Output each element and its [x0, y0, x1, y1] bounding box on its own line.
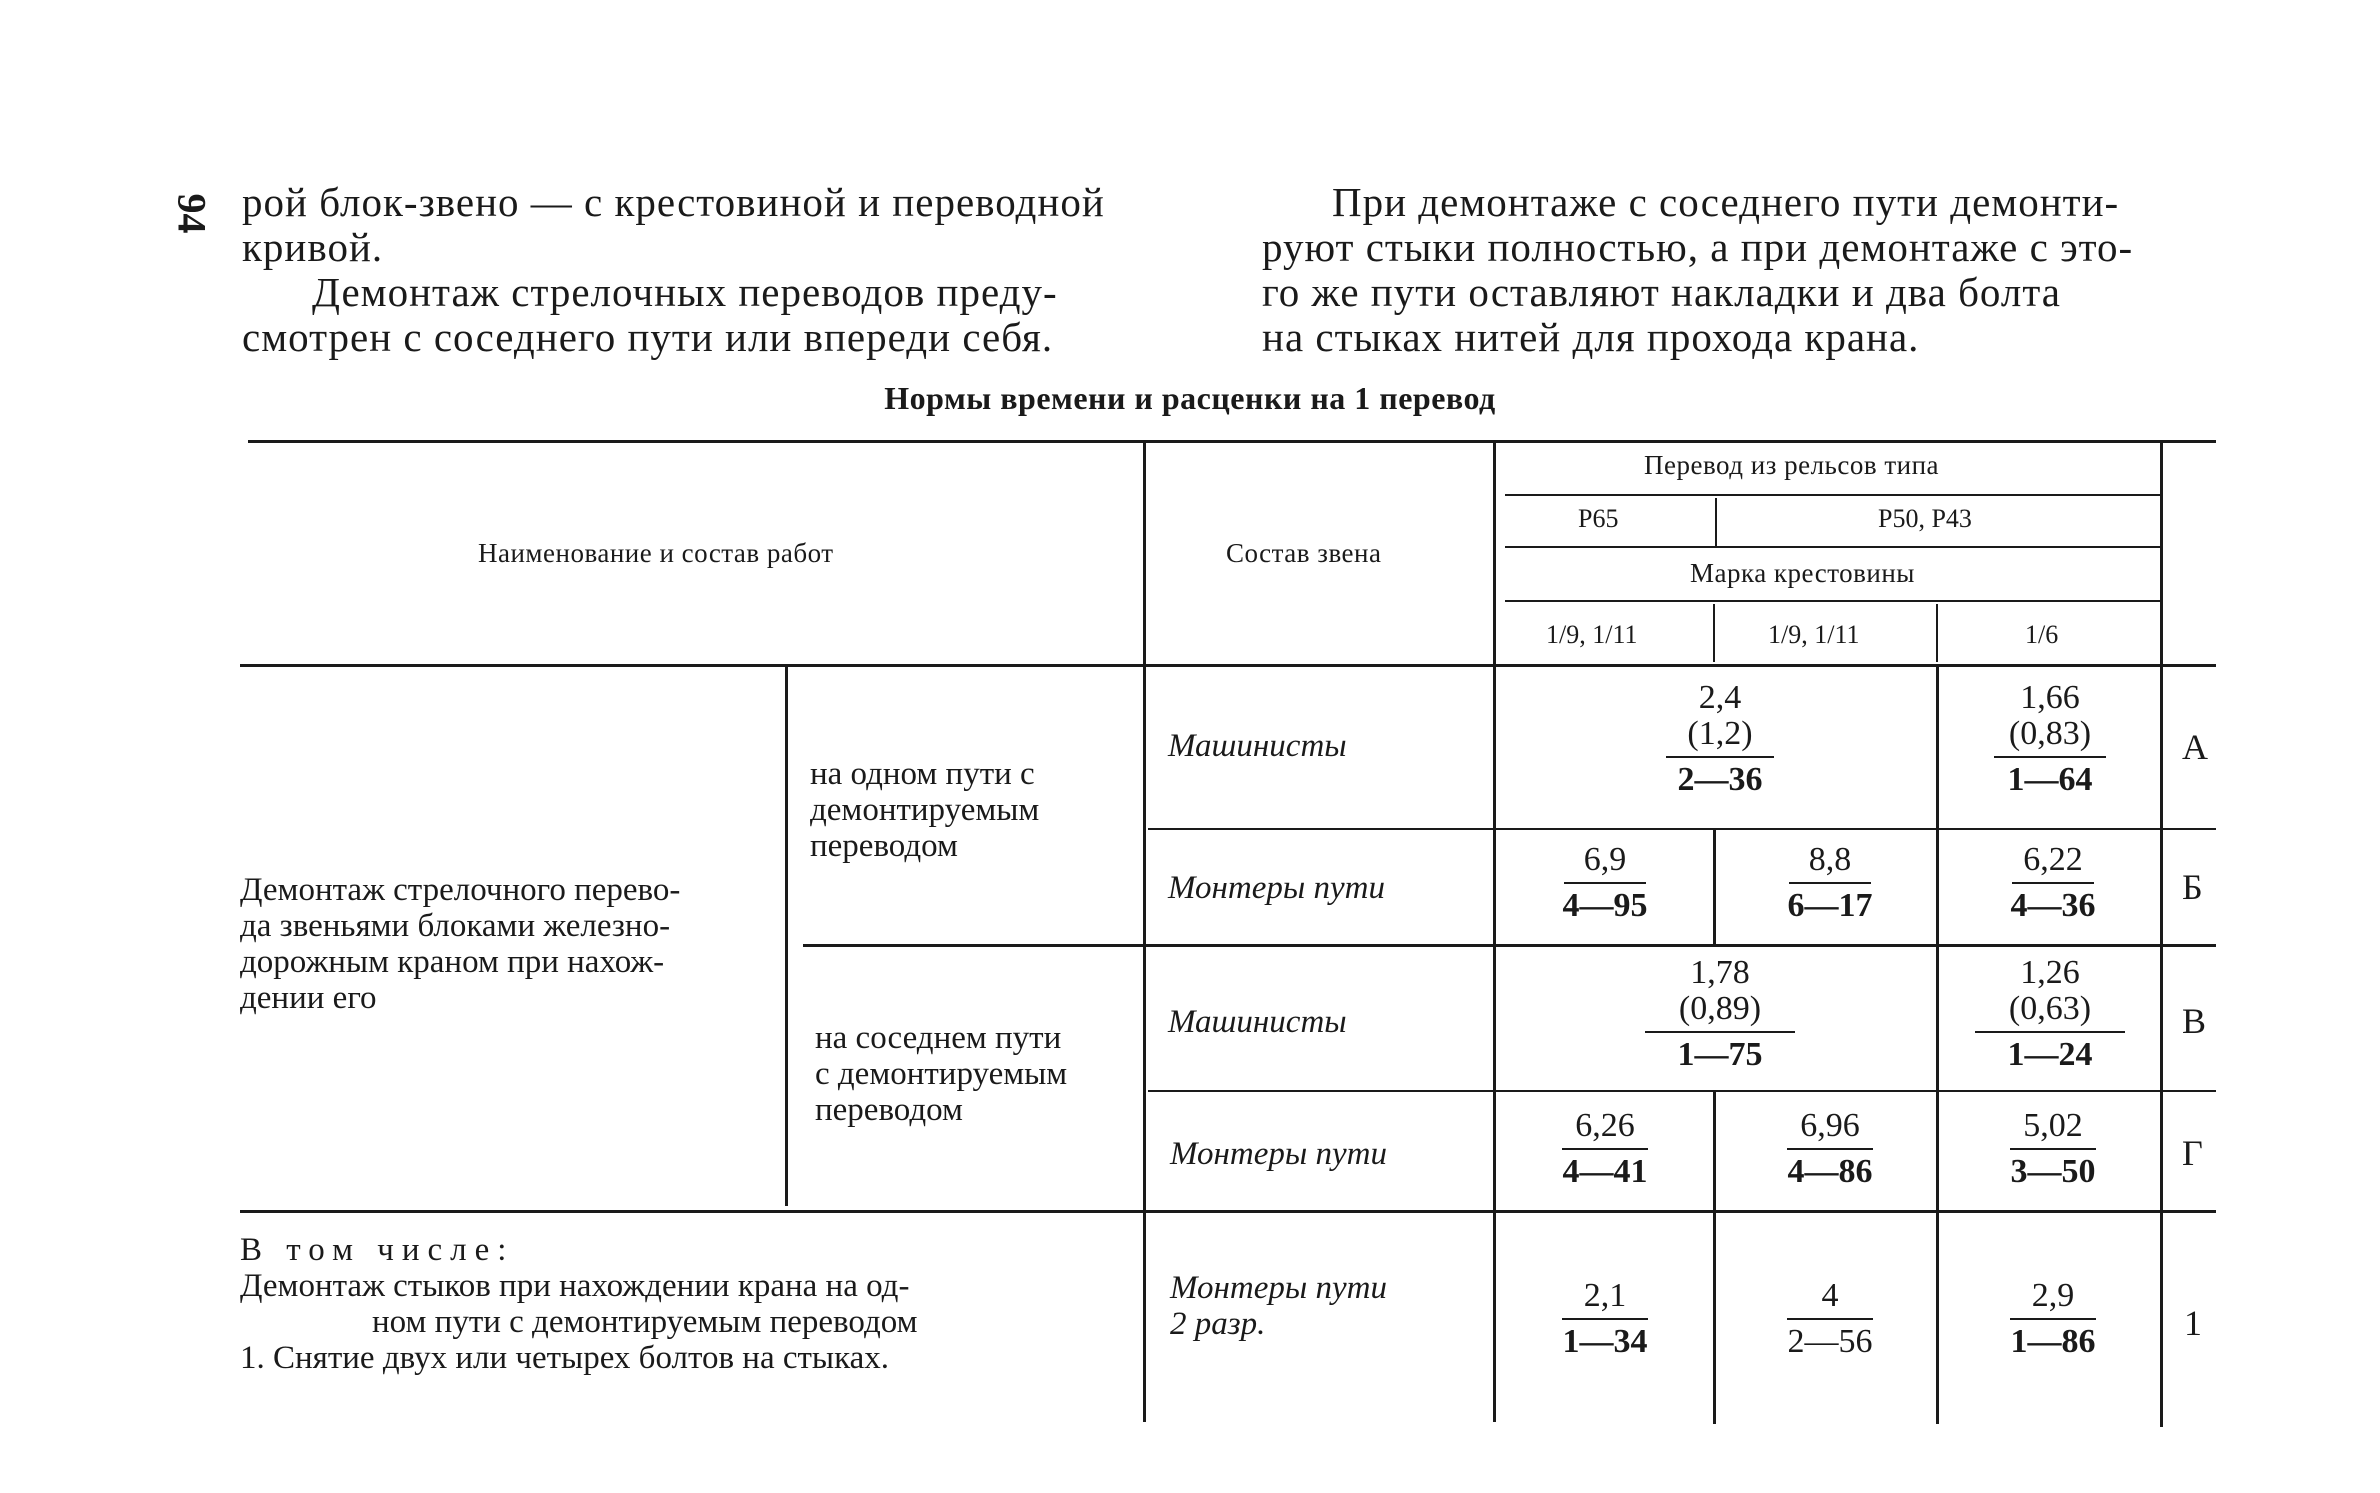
value-numerator: 1,66	[2020, 679, 2080, 716]
row-letter: В	[2182, 1001, 2207, 1041]
col2-border	[1713, 1212, 1716, 1424]
header-bottom-rule	[240, 664, 2216, 667]
col2-border	[1713, 1092, 1716, 1210]
page-number: 94	[169, 193, 215, 234]
fraction-line	[1787, 1148, 1873, 1150]
value-cell	[1530, 842, 1680, 924]
value-denominator: 6—17	[1787, 887, 1873, 924]
intro-left-line: кривой.	[242, 224, 384, 270]
intro-left-line: Демонтаж стрелочных переводов преду-	[312, 269, 1058, 315]
fraction-line	[1975, 1031, 2125, 1033]
intro-left-line: смотрен с соседнего пути или впереди себя.	[242, 314, 1054, 360]
value-numerator: 6,9	[1583, 841, 1627, 878]
value-numerator: 6,26	[1575, 1107, 1635, 1144]
crew-grade: 2 разр.	[1170, 1306, 1266, 1342]
header-frog-mark: Марка крестовины	[1690, 558, 1915, 588]
header-rule	[1505, 494, 2161, 496]
value-denominator: 4—36	[2010, 887, 2096, 924]
including-line: ном пути с демонтируемым переводом	[372, 1304, 918, 1340]
fraction-line	[1666, 756, 1774, 758]
fraction-line	[1562, 1148, 1648, 1150]
value-cell	[1755, 842, 1905, 924]
value-numerator: 8,8	[1808, 841, 1852, 878]
fraction-line	[1645, 1031, 1795, 1033]
fraction-line	[2010, 1318, 2096, 1320]
crew-left-border	[1143, 442, 1146, 1422]
header-rail-type: Перевод из рельсов типа	[1644, 450, 1940, 480]
header-divider	[1713, 604, 1715, 662]
sub-work-2-line: с демонтируемым	[815, 1056, 1068, 1092]
fraction-line	[1564, 882, 1646, 884]
row-rule	[803, 944, 2216, 947]
intro-left-line: рой блок-звено — с крестовиной и переводной	[242, 179, 1105, 225]
including-line: Демонтаж стыков при нахождении крана на од-	[240, 1268, 910, 1304]
section-rule	[240, 1210, 2216, 1213]
including-label: В том числе:	[240, 1232, 515, 1268]
value-numerator: 5,02	[2023, 1107, 2083, 1144]
main-work-line: да звеньями блоками железно-	[240, 908, 671, 944]
value-sub: (1,2)	[1687, 715, 1753, 752]
value-cell	[1530, 1108, 1680, 1190]
header-p50: Р50, Р43	[1878, 504, 1972, 533]
value-sub: (0,63)	[2008, 990, 2092, 1027]
sub-work-1-line: на одном пути с	[810, 756, 1035, 792]
header-crew: Состав звена	[1226, 538, 1382, 568]
col3-left-border	[1936, 666, 1939, 1210]
value-denominator: 3—50	[2010, 1153, 2096, 1190]
value-cell	[1600, 955, 1840, 1073]
value-denominator: 4—86	[1787, 1153, 1873, 1190]
main-work-line: дении его	[240, 980, 377, 1016]
value-denominator: 1—64	[2007, 761, 2093, 798]
intro-right-line: на стыках нитей для прохода крана.	[1262, 314, 1920, 360]
sub-work-2-line: на соседнем пути	[815, 1020, 1062, 1056]
value-cell	[1530, 1278, 1680, 1360]
value-denominator: 1—75	[1677, 1036, 1763, 1073]
header-p65: Р65	[1578, 504, 1619, 533]
intro-left-column	[242, 180, 1200, 360]
value-denominator: 2—56	[1787, 1323, 1873, 1360]
col3-border	[1936, 1212, 1939, 1424]
value-cell	[1755, 1108, 1905, 1190]
sub-work-1-line: переводом	[810, 828, 958, 864]
value-numerator: 6,96	[1800, 1107, 1860, 1144]
value-denominator: 1—24	[2007, 1036, 2093, 1073]
value-numerator: 1,78	[1690, 954, 1750, 991]
crew-label: Машинисты	[1168, 728, 1347, 764]
value-denominator: 4—41	[1562, 1153, 1648, 1190]
value-cell	[1978, 1278, 2128, 1360]
value-cell	[1960, 680, 2140, 798]
row-letter: Б	[2182, 867, 2203, 907]
value-cell	[1755, 1278, 1905, 1360]
value-denominator: 4—95	[1562, 887, 1648, 924]
fraction-line	[1789, 882, 1871, 884]
value-numerator: 2,9	[2031, 1277, 2075, 1314]
header-col2: 1/9, 1/11	[1768, 620, 1860, 649]
values-left-border	[1493, 442, 1496, 1422]
intro-right-line: го же пути оставляют накладки и два болта	[1262, 269, 2061, 315]
value-sub: (0,83)	[2008, 715, 2092, 752]
letter-left-border	[2160, 442, 2163, 1427]
col2-border	[1713, 830, 1716, 944]
header-col3: 1/6	[2025, 620, 2059, 649]
fraction-line	[1994, 756, 2106, 758]
intro-right-line: При демонтаже с соседнего пути демонти-	[1332, 179, 2120, 225]
crew-label: Монтеры пути	[1170, 1270, 1387, 1306]
main-work-line: Демонтаж стрелочного перево-	[240, 872, 681, 908]
value-cell	[1600, 680, 1840, 798]
value-sub: (0,89)	[1678, 990, 1762, 1027]
value-cell	[1978, 842, 2128, 924]
value-cell	[1960, 955, 2140, 1073]
row-letter: 1	[2184, 1303, 2202, 1343]
row-rule	[1148, 828, 2216, 830]
table-title: Нормы времени и расценки на 1 перевод	[884, 380, 1496, 416]
intro-right-line: руют стыки полностью, а при демонтаже с это-	[1262, 224, 2134, 270]
value-denominator: 1—34	[1562, 1323, 1648, 1360]
crew-label: Машинисты	[1168, 1004, 1347, 1040]
header-divider	[1715, 498, 1717, 546]
value-numerator: 4	[1821, 1277, 1839, 1314]
value-denominator: 1—86	[2010, 1323, 2096, 1360]
header-rule	[1505, 600, 2161, 602]
crew-label: Монтеры пути	[1170, 1136, 1387, 1172]
value-denominator: 2—36	[1677, 761, 1763, 798]
fraction-line	[2010, 1148, 2096, 1150]
header-col1: 1/9, 1/11	[1546, 620, 1638, 649]
fraction-line	[1562, 1318, 1648, 1320]
value-numerator: 2,1	[1583, 1277, 1627, 1314]
crew-label: Монтеры пути	[1168, 870, 1385, 906]
header-divider	[1936, 604, 1938, 662]
value-numerator: 6,22	[2023, 841, 2083, 878]
fraction-line	[2012, 882, 2094, 884]
row-letter: Г	[2182, 1133, 2203, 1173]
main-work-line: дорожным краном при нахож-	[240, 944, 665, 980]
sub-work-2-line: переводом	[815, 1092, 963, 1128]
value-numerator: 2,4	[1698, 679, 1742, 716]
table-top-rule	[248, 440, 2216, 443]
row-rule	[1148, 1090, 2216, 1092]
header-work-name: Наименование и состав работ	[478, 538, 834, 568]
fraction-line	[1787, 1318, 1873, 1320]
intro-right-column	[1262, 180, 2220, 360]
value-numerator: 1,26	[2020, 954, 2080, 991]
row-letter: А	[2182, 727, 2208, 767]
header-rule	[1505, 546, 2161, 548]
including-line: 1. Снятие двух или четырех болтов на стыках.	[240, 1340, 890, 1376]
subwork-left-border	[785, 666, 788, 1206]
sub-work-1-line: демонтируемым	[810, 792, 1040, 828]
value-cell	[1978, 1108, 2128, 1190]
